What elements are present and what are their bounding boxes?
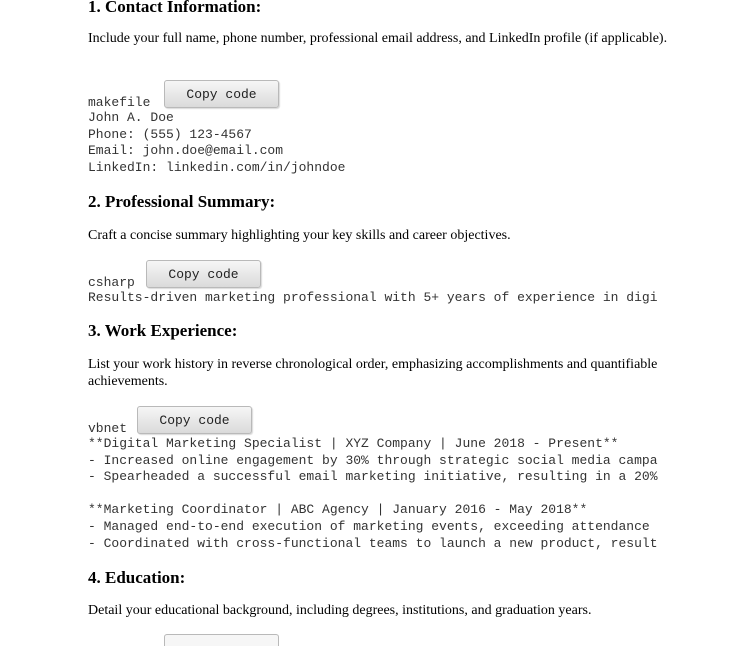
code-block-work-experience xyxy=(88,406,740,552)
code-block-summary xyxy=(88,260,740,307)
code-content-contact xyxy=(88,110,740,176)
code-content-summary xyxy=(88,290,740,307)
section-description-contact: Include your full name, phone number, professional email address, and LinkedIn profile (if applicable). xyxy=(88,31,668,46)
code-block-header xyxy=(88,80,740,110)
code-block-header xyxy=(88,406,740,436)
section-heading-contact: 1. Contact Information: xyxy=(88,0,262,16)
code-line: Phone: (555) 123-4567 xyxy=(88,126,252,142)
copy-code-button-partial[interactable] xyxy=(164,634,279,646)
code-line: **Marketing Coordinator | ABC Agency | January 2016 - May 2018** xyxy=(88,502,588,518)
copy-code-button[interactable]: Copy code xyxy=(137,406,252,434)
code-line: - Increased online engagement by 30% through strategic social media campa xyxy=(88,452,658,468)
code-line: LinkedIn: linkedin.com/in/johndoe xyxy=(88,159,346,175)
section-description-education: Detail your educational background, including degrees, institutions, and graduation years. xyxy=(88,603,592,618)
code-block-header xyxy=(88,260,740,290)
section-description-summary: Craft a concise summary highlighting your key skills and career objectives. xyxy=(88,228,511,243)
code-language-label: makefile xyxy=(88,95,151,110)
code-line: - Coordinated with cross-functional teams to launch a new product, result xyxy=(88,535,658,551)
section-heading-summary: 2. Professional Summary: xyxy=(88,192,276,211)
code-line: - Spearheaded a successful email marketing initiative, resulting in a 20% xyxy=(88,469,658,485)
section-description-work-experience: List your work history in reverse chronological order, emphasizing accomplishments and quantifiable achievements. xyxy=(88,357,658,389)
code-block-contact xyxy=(88,80,740,176)
section-heading-work-experience: 3. Work Experience: xyxy=(88,321,238,340)
code-line: John A. Doe xyxy=(88,110,174,125)
code-content-work-experience xyxy=(88,436,740,552)
code-line: Results-driven marketing professional with 5+ years of experience in digi xyxy=(88,290,658,305)
code-line: **Digital Marketing Specialist | XYZ Company | June 2018 - Present** xyxy=(88,436,619,451)
code-line: - Managed end-to-end execution of marketing events, exceeding attendance xyxy=(88,518,650,534)
code-language-label: vbnet xyxy=(88,421,128,436)
copy-code-button[interactable]: Copy code xyxy=(164,80,279,108)
code-line-blank xyxy=(88,486,740,503)
code-language-label: csharp xyxy=(88,275,135,290)
copy-code-button[interactable]: Copy code xyxy=(146,260,261,288)
code-line: Email: john.doe@email.com xyxy=(88,143,284,159)
section-heading-education: 4. Education: xyxy=(88,568,186,587)
